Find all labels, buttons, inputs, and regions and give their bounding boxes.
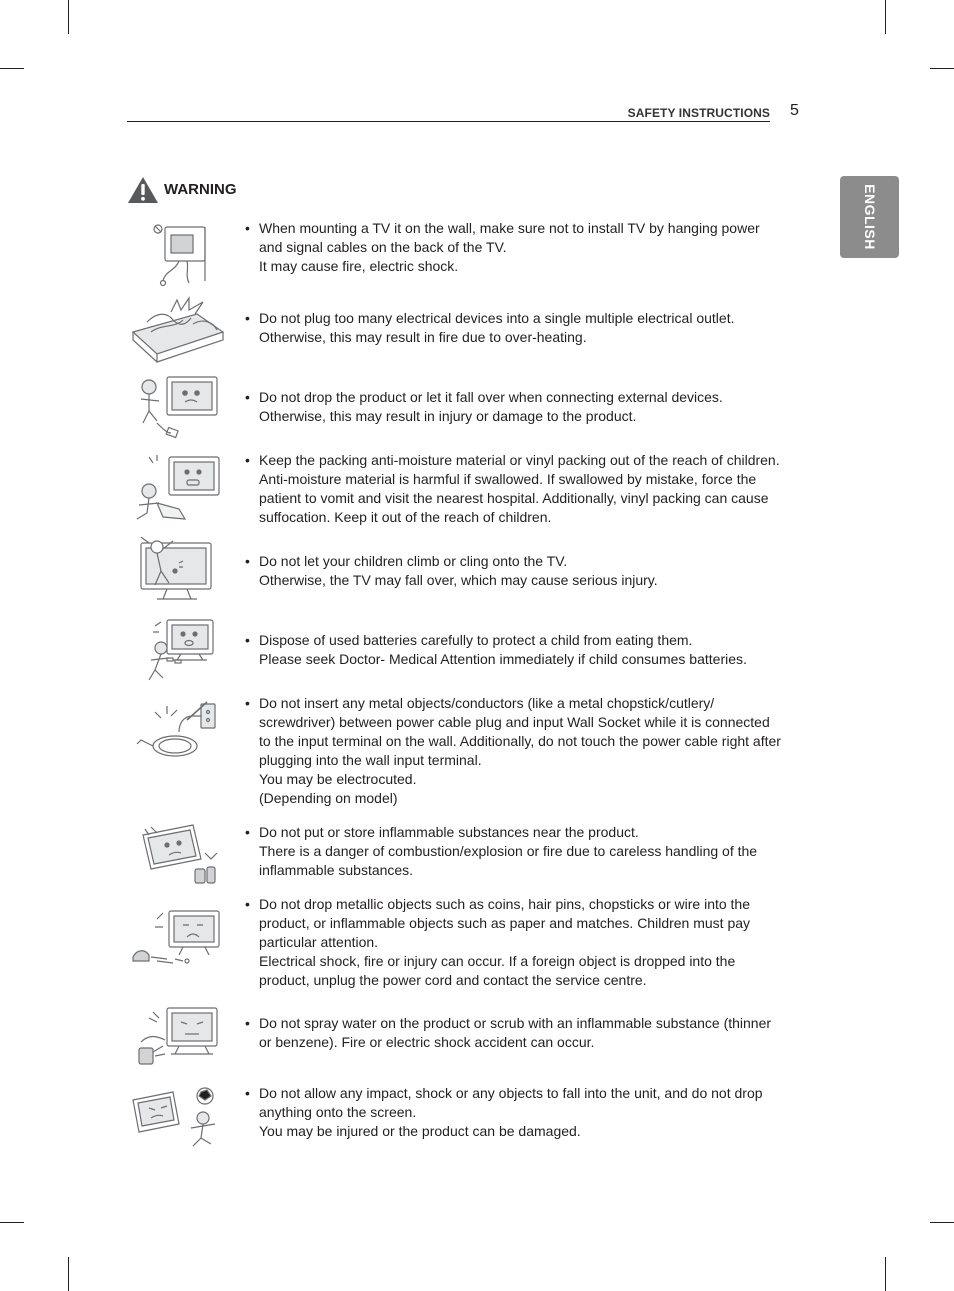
item-text: Dispose of used batteries carefully to protect a child from eating them. Please seek Doctor- Medical Attention immediately if child consumes batteries. [259,632,747,667]
bullet: • [245,632,250,648]
metallic-objects-icon [127,905,229,981]
item-text: Do not insert any metal objects/conductors (like a metal chopstick/cutlery/ screwdriver) between power cable plug and input Wall Socket while it is connected to the input terminal on the wall. Additionally, do not touch the power cable right after plugging into the wall input terminal. You may be electrocuted. (Depending on model) [259,695,781,806]
packing-material-child-icon [127,451,229,527]
battery-child-icon [127,614,229,690]
crop-mark [885,0,886,34]
crop-mark [930,1222,954,1223]
language-tab-label: ENGLISH [861,184,878,250]
crop-mark [68,0,69,34]
bullet: • [245,896,250,912]
bullet: • [245,389,250,405]
warning-triangle-icon [127,176,159,204]
crop-mark [930,68,954,69]
section-title: SAFETY INSTRUCTIONS [627,106,770,120]
bullet: • [245,1015,250,1031]
page-number: 5 [790,102,799,119]
flammable-substances-icon [127,823,229,899]
item-text: Do not spray water on the product or scrub with an inflammable substance (thinner or benzene). Fire or electric shock accident can occur. [259,1015,772,1050]
item-text: Do not let your children climb or cling onto the TV. Otherwise, the TV may fall over, which may cause serious injury. [259,553,658,588]
tv-wall-mount-cables-icon [127,219,229,295]
item-text: Do not allow any impact, shock or any objects to fall into the unit, and do not drop anything onto the screen. You may be injured or the product can be damaged. [259,1085,763,1139]
bullet: • [245,695,250,711]
warning-label: WARNING [164,181,237,198]
item-text: Do not put or store inflammable substances near the product. There is a danger of combustion/explosion or fire due to careless handling of the inflammable substances. [259,824,758,878]
spray-water-icon [127,1002,229,1078]
bullet: • [245,824,250,840]
metal-object-socket-icon [127,698,229,774]
tv-falling-child-icon [127,373,229,449]
item-text: Do not plug too many electrical devices into a single multiple electrical outlet. Otherwise, this may result in fire due to over-heating. [259,310,735,345]
item-text: When mounting a TV it on the wall, make sure not to install TV by hanging power and signal cables on the back of the TV. It may cause fire, electric shock. [259,220,760,274]
item-text: Do not drop the product or let it fall over when connecting external devices. Otherwise, this may result in injury or damage to the product. [259,389,723,424]
child-climbing-tv-icon [127,537,229,613]
overloaded-outlet-icon [127,292,229,368]
crop-mark [68,1257,69,1291]
bullet: • [245,452,250,468]
crop-mark [0,1222,24,1223]
bullet: • [245,220,250,236]
crop-mark [0,68,24,69]
item-text: Keep the packing anti-moisture material or vinyl packing out of the reach of children. Anti-moisture material is harmful if swallowed. If swallowed by mistake, force the patient to vomit and visit the nearest hospital. Additionally, vinyl packing can cause suffocation. Keep it out of the reach of children. [259,452,780,525]
language-tab [840,176,899,258]
item-text: Do not drop metallic objects such as coins, hair pins, chopsticks or wire into the product, or inflammable objects such as paper and matches. Children must pay particular attention. Electrical shock, fire or injury can occur. If a foreign object is dropped into the product, unplug the power cord and contact the service centre. [259,896,751,988]
bullet: • [245,310,250,326]
header-rule [127,121,770,122]
crop-mark [885,1257,886,1291]
ball-impact-icon [127,1084,229,1160]
bullet: • [245,553,250,569]
bullet: • [245,1085,250,1101]
